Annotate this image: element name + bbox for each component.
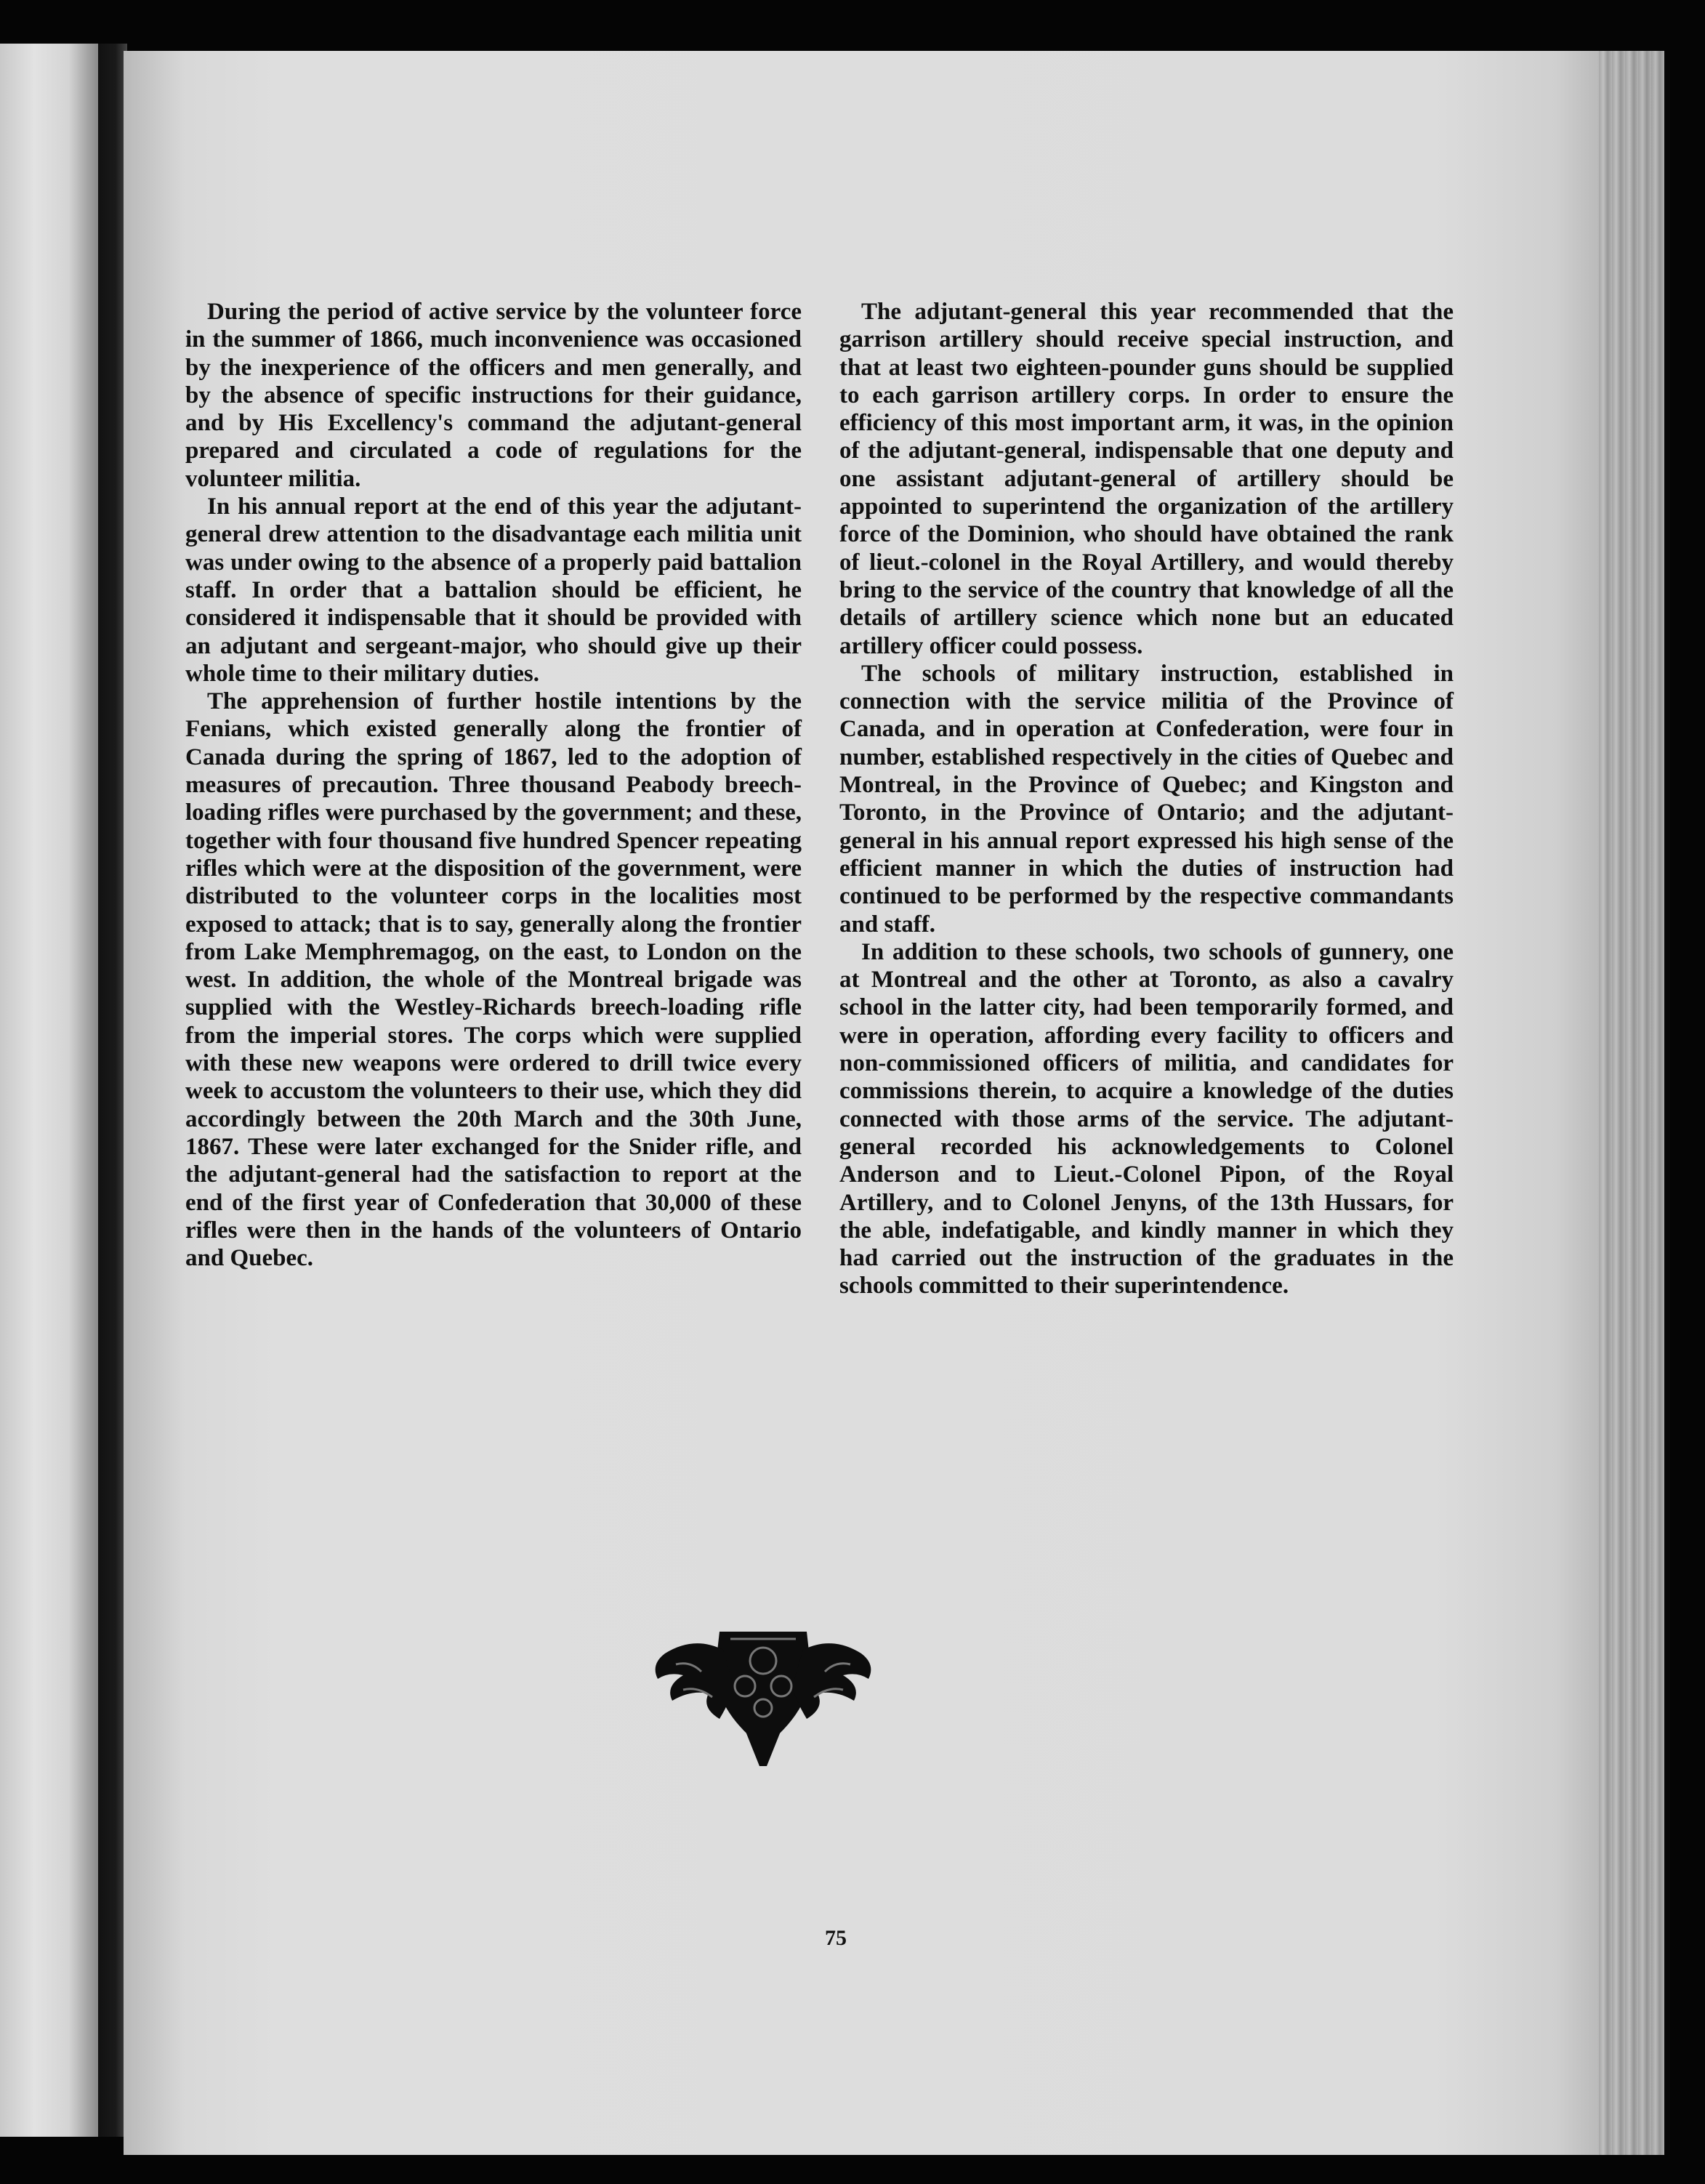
- paragraph: In his annual report at the end of this year the adjutant-general drew attention to the disadvantage each militia unit was under owing to the absence of a properly paid battalion staff. In order that a battalion should be efficient, he considered it indispensable that it should be provided with an adjutant and sergeant-major, who should give up their whole time to their military duties.: [185, 493, 802, 687]
- page-number: 75: [825, 1926, 847, 1950]
- paragraph: The apprehension of further hostile intentions by the Fenians, which existed generally along the frontier of Canada during the spring of 1867, led to the adoption of measures of precaution. Three thousand Peabody breech-loading rifles were purchased by the government; and these, together with four thousand five hundred Spencer repeating rifles which were at the disposition of the government, were distributed to the volunteer corps in the localities most exposed to attack; that is to say, generally along the frontier from Lake Memphremagog, on the east, to London on the west. In addition, the whole of the Montreal brigade was supplied with the Westley-Richards breech-loading rifle from the imperial stores. The corps which were supplied with these new weapons were ordered to drill twice every week to accustom the volunteers to their use, which they did accordingly between the 20th March and the 30th June, 1867. These were later exchanged for the Snider rifle, and the adjutant-general had the satisfaction to report at the end of the first year of Confederation that 30,000 of these rifles were then in the hands of the volunteers of Ontario and Quebec.: [185, 688, 802, 1272]
- paragraph: The schools of military instruction, established in connection with the service militia of the Province of Canada, and in operation at Confederation, were four in number, established respectively in the cities of Quebec and Montreal, in the Province of Quebec; and Kingston and Toronto, in the Province of Ontario; and the adjutant-general in his annual report expressed his high sense of the efficient manner in which the duties of instruction had continued to be performed by the respective commandants and staff.: [839, 660, 1454, 938]
- paragraph: In addition to these schools, two schools of gunnery, one at Montreal and the other at Toronto, as also a cavalry school in the latter city, had been temporarily formed, and were in operation, affording every facility to officers and non-commissioned officers of militia, and candidates for commissions therein, to acquire a knowledge of the duties connected with those arms of the service. The adjutant-general recorded his acknowledgements to Colonel Anderson and to Lieut.-Colonel Pipon, of the Royal Artillery, and to Colonel Jenyns, of the 13th Hussars, for the able, indefatigable, and kindly manner in which they had carried out the instruction of the graduates in the schools committed to their superintendence.: [839, 938, 1454, 1299]
- floral-tailpiece-ornament-icon: [650, 1621, 876, 1770]
- paragraph: During the period of active service by the volunteer force in the summer of 1866, much inconvenience was occasioned by the inexperience of the officers and men generally, and by the absence of specific instructions for their guidance, and by His Excellency's command the adjutant-general prepared and circulated a code of regulations for the volunteer militia.: [185, 299, 802, 492]
- book-page: [124, 51, 1664, 2155]
- facing-page-edge: [0, 44, 98, 2137]
- left-text-column: [185, 298, 802, 1272]
- paragraph: The adjutant-general this year recommended that the garrison artillery should receive special instruction, and that at least two eighteen-pounder guns should be supplied to each garrison artillery corps. In order to ensure the efficiency of this most important arm, it was, in the opinion of the adjutant-general, indispensable that one deputy and one assistant adjutant-general of artillery should be appointed to superintend the organization of the artillery force of the Dominion, who should have obtained the rank of lieut.-colonel in the Royal Artillery, and would thereby bring to the service of the country that knowledge of all the details of artillery science which none but an educated artillery officer could possess.: [839, 299, 1454, 659]
- book-gutter: [98, 44, 127, 2137]
- right-text-column: [839, 298, 1454, 1300]
- page-stack-edge: [1599, 51, 1664, 2155]
